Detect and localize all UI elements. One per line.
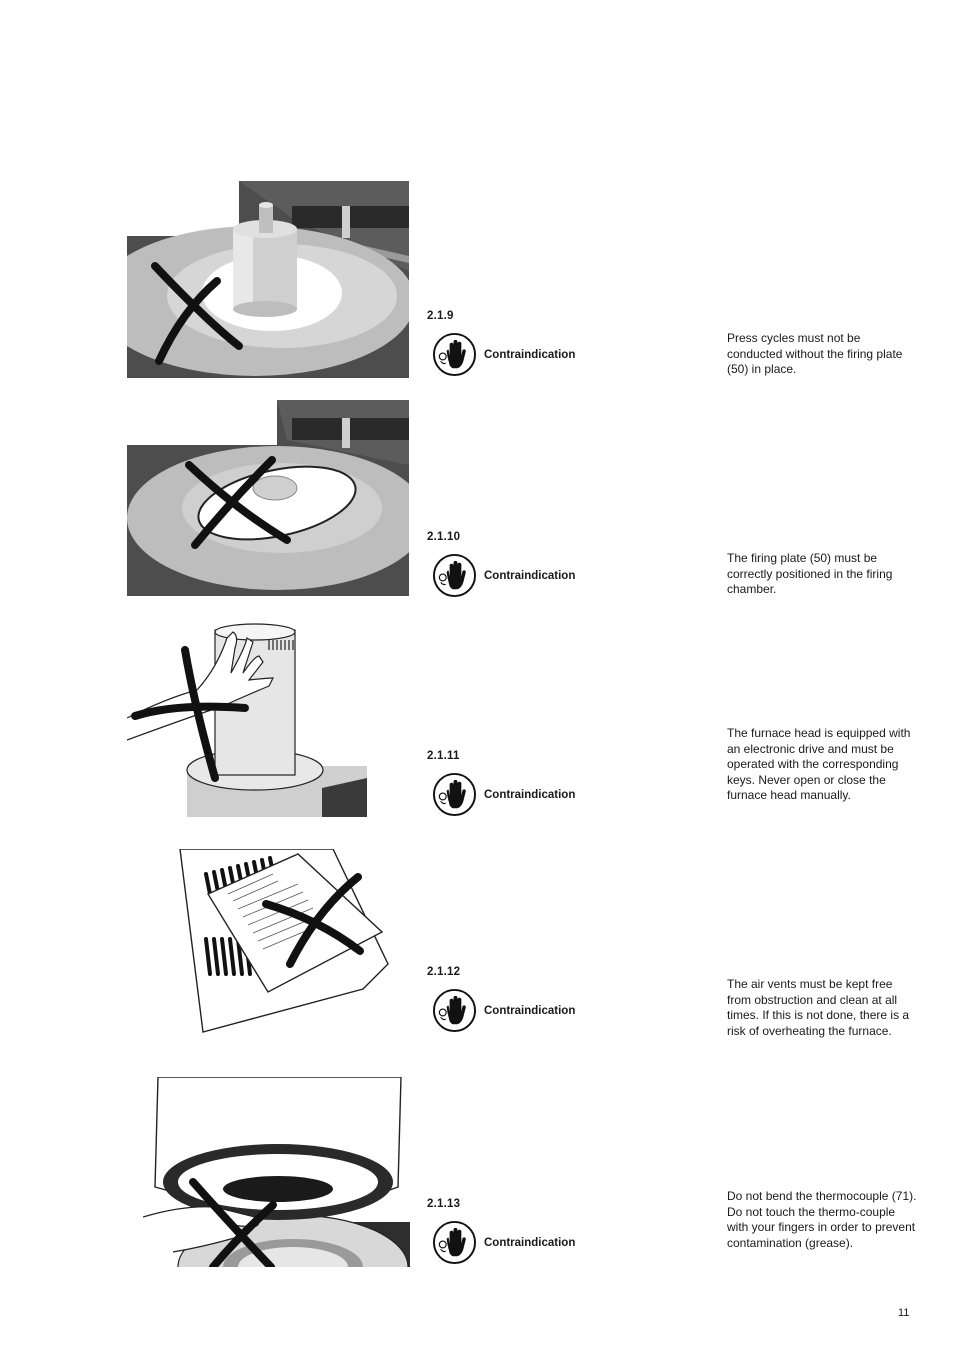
stop-hand-icon (432, 772, 477, 817)
stop-hand-icon (432, 332, 477, 377)
illustration-air-vents-blocked (178, 849, 390, 1035)
illustration-no-firing-plate (127, 181, 409, 378)
section-description: The furnace head is equipped with an electronic drive and must be operated with the corresponding keys. Never open or close the furnace head manually. (727, 726, 911, 802)
stop-hand-icon (432, 553, 477, 598)
stop-hand-icon (432, 1220, 477, 1265)
contraindication-label: Contraindication (484, 569, 576, 582)
section-number: 2.1.12 (427, 966, 461, 978)
section-description: The firing plate (50) must be correctly positioned in the firing chamber. (727, 551, 893, 596)
contraindication-notice (432, 772, 575, 817)
contraindication-label: Contraindication (484, 348, 576, 361)
illustration-manual-furnace-head (127, 618, 367, 817)
illustration-thermocouple-touch (143, 1077, 410, 1267)
section-description: The air vents must be kept free from obstruction and clean at all times. If this is not done, there is a risk of overheating the furnace. (727, 977, 910, 1038)
section-description: Press cycles must not be conducted without the firing plate (50) in place. (727, 331, 903, 376)
section-number: 2.1.13 (427, 1198, 461, 1210)
contraindication-notice (432, 553, 575, 598)
section-description: Do not bend the thermocouple (71). Do not touch the thermo-couple with your fingers in order to prevent contamination (grease). (727, 1189, 917, 1250)
stop-hand-icon (432, 988, 477, 1033)
section-number: 2.1.9 (427, 310, 454, 322)
contraindication-label: Contraindication (484, 1236, 576, 1249)
section-number: 2.1.11 (427, 750, 460, 762)
contraindication-label: Contraindication (484, 788, 576, 801)
contraindication-notice (432, 988, 575, 1033)
section-number: 2.1.10 (427, 531, 461, 543)
contraindication-notice (432, 332, 575, 377)
page-number: 11 (898, 1307, 910, 1319)
illustration-plate-misplaced (127, 400, 409, 596)
contraindication-notice (432, 1220, 575, 1265)
contraindication-label: Contraindication (484, 1004, 576, 1017)
